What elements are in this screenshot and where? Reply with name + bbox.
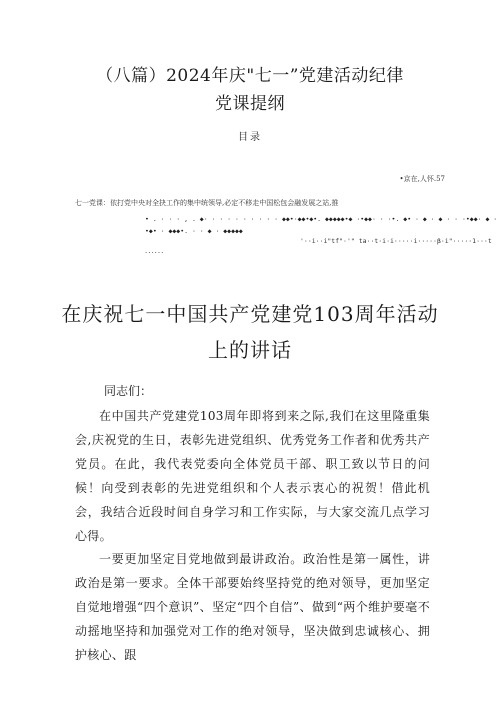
document-title	[0, 62, 500, 118]
document-title-line2: 党课提纲	[215, 94, 285, 114]
toc-leader-dots-2: •◆• · ◆◆◆•. · · ◆ · ◆◆◆◆◆	[145, 227, 243, 235]
toc-page-reference: '··i··i"tf"·'" ta··t·i·i·····i·····β·i"·····1···t	[300, 237, 492, 245]
body-paragraph-1: 在中国共产党建党103周年即将到来之际,我们在这里隆重集会,庆祝党的生日，表彰先进党组织、优秀党务工作者和优秀共产党员。在此，我代表党委向全体党员干部、职工致以节日的问候！向受到表彰的先进党组织和个人表示衷心的祝贺！借此机会，我结合近段时间自身学习和工作实际，与大家交流几点学习心得。	[75, 409, 430, 543]
toc-source-note: •京在,人怀.57	[399, 175, 445, 183]
toc-leader-dots: • . · · · , . ◆· · · · · · · · · · ◆◆•·◆◆•◆•. ◆◆◆◆◆•◆ ·•◆◆· · ·•. ◆• · ◆ · ◆ · · ·•◆◆· ◆ ·	[145, 215, 498, 223]
toc-entry[interactable]: 七一党课：依打党中央对全抉工作的集中统领导,必定不移走中国松包会融发展之站,推	[75, 199, 339, 207]
speech-title	[0, 296, 500, 368]
toc-tail-dots: ......	[145, 247, 165, 255]
body-paragraph-2: 一要更加坚定目党地做到最讲政治。政治性是第一属性，讲政治是第一要求。全体干部要始终坚持党的绝对领导，更加坚定自觉地增强“四个意识”、坚定“四个自信”、做到“两个维护要毫不动摇地坚持和加强党对工作的绝对领导，坚决做到忠诚核心、拥护核心、跟	[75, 552, 430, 662]
speech-title-line1: 在庆祝七一中国共产党建党103周年活动	[61, 302, 439, 326]
toc-heading: 目录	[238, 132, 262, 143]
salutation: 同志们：	[104, 384, 153, 398]
speech-title-line2: 上的讲话	[208, 338, 292, 362]
document-title-line1: （八篇）2024年庆"七一”党建活动纪律	[96, 66, 404, 86]
